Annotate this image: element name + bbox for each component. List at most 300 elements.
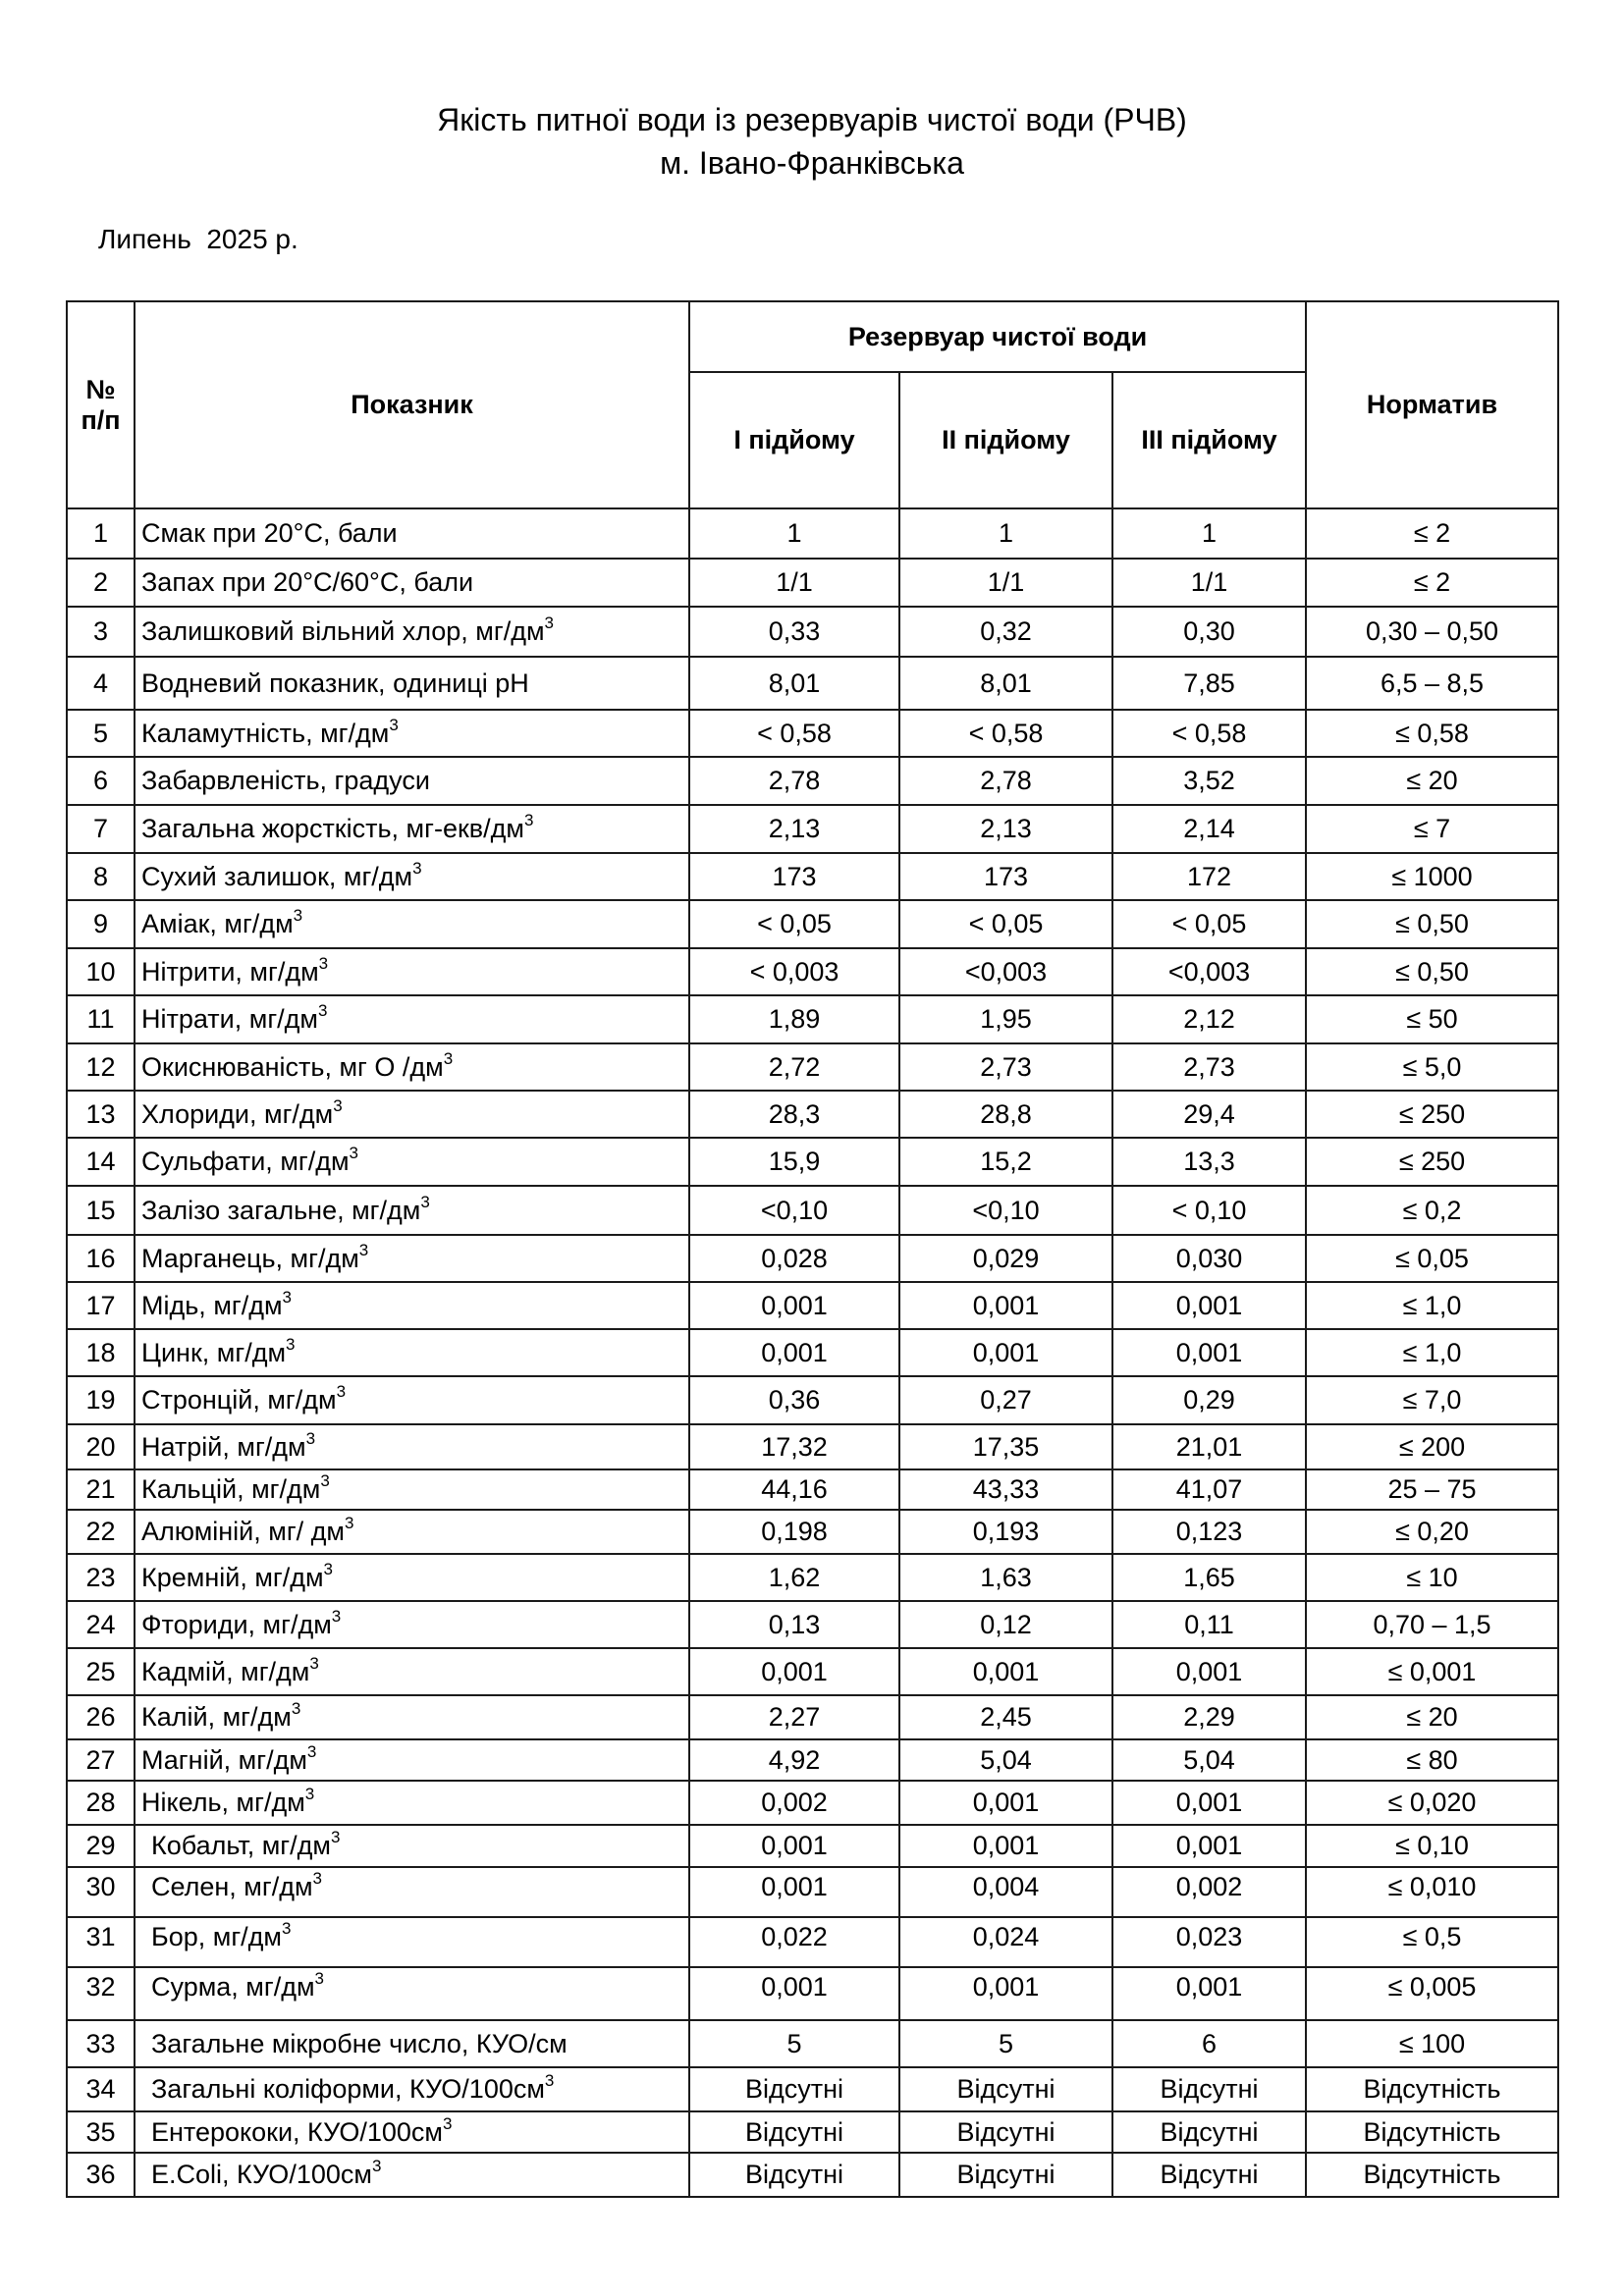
table-row [67,1235,1558,1282]
table-row [67,995,1558,1043]
row-number: 13 [67,1091,135,1138]
value-reservoir-2: 0,004 [899,1867,1112,1917]
row-number: 30 [67,1867,135,1917]
standard-value: ≤ 2 [1306,559,1558,607]
value-reservoir-3: Відсутні [1112,2111,1306,2153]
header-reservoir-group: Резервуар чистої води [689,301,1306,372]
standard-value: ≤ 0,10 [1306,1825,1558,1867]
value-reservoir-3: Відсутні [1112,2067,1306,2111]
indicator-label: Залишковий вільний хлор, мг/дм [141,616,545,646]
row-number: 28 [67,1781,135,1825]
indicator-name [135,805,689,853]
value-reservoir-3: 2,29 [1112,1695,1306,1739]
unit-superscript: 3 [309,1653,319,1673]
standard-value: ≤ 0,5 [1306,1917,1558,1967]
indicator-name [135,757,689,805]
water-quality-table [66,300,1559,2198]
table-row [67,607,1558,657]
value-reservoir-1: 4,92 [689,1739,899,1781]
unit-superscript: 3 [282,1287,293,1307]
indicator-label: Селен, мг/дм [151,1872,313,1901]
table-row [67,1554,1558,1601]
unit-superscript: 3 [523,811,534,829]
indicator-name [135,1510,689,1554]
value-reservoir-1: 1 [689,508,899,559]
indicator-name [135,1091,689,1138]
value-reservoir-1: 1/1 [689,559,899,607]
header-reservoir-3: ІІІ підйому [1112,372,1306,508]
indicator-label: Фториди, мг/дм [141,1609,332,1639]
indicator-name [135,1554,689,1601]
value-reservoir-1: 2,72 [689,1043,899,1091]
table-row [67,559,1558,607]
indicator-label: Кобальт, мг/дм [151,1831,331,1860]
indicator-name [135,1043,689,1091]
indicator-label: Аміак, мг/дм [141,909,294,938]
indicator-label: Нітрати, мг/дм [141,1004,318,1034]
indicator-label: E.Coli, КУО/100см [151,2160,372,2189]
indicator-label: Марганець, мг/дм [141,1243,359,1273]
unit-superscript: 3 [333,1095,343,1115]
table-row [67,1469,1558,1510]
row-number: 11 [67,995,135,1043]
value-reservoir-2: 0,193 [899,1510,1112,1554]
value-reservoir-3: 2,73 [1112,1043,1306,1091]
value-reservoir-1: Відсутні [689,2067,899,2111]
standard-value: ≤ 0,020 [1306,1781,1558,1825]
unit-superscript: 3 [443,1048,454,1068]
value-reservoir-3: 0,001 [1112,1329,1306,1376]
value-reservoir-2: <0,003 [899,948,1112,995]
indicator-name [135,1138,689,1186]
value-reservoir-3: 7,85 [1112,657,1306,710]
standard-value: ≤ 250 [1306,1091,1558,1138]
indicator-name [135,657,689,710]
unit-superscript: 3 [330,1828,341,1846]
indicator-label: Загальні коліформи, КУО/100см [151,2074,545,2104]
value-reservoir-2: 0,001 [899,1329,1112,1376]
value-reservoir-2: 0,001 [899,1781,1112,1825]
value-reservoir-1: 0,002 [689,1781,899,1825]
header-standard: Норматив [1306,301,1558,508]
value-reservoir-3: 1 [1112,508,1306,559]
indicator-label: Ентерококи, КУО/100см [151,2116,443,2147]
value-reservoir-1: 173 [689,853,899,900]
value-reservoir-1: 15,9 [689,1138,899,1186]
indicator-name [135,995,689,1043]
value-reservoir-2: 0,12 [899,1601,1112,1648]
value-reservoir-1: 0,36 [689,1376,899,1424]
indicator-name [135,2111,689,2153]
indicator-name [135,559,689,607]
table-row [67,1825,1558,1867]
value-reservoir-2: < 0,05 [899,900,1112,948]
table-row [67,1917,1558,1967]
row-number: 21 [67,1469,135,1510]
value-reservoir-2: 1,63 [899,1554,1112,1601]
indicator-name [135,1648,689,1695]
row-number: 26 [67,1695,135,1739]
header-reservoir-2: ІІ підйому [899,372,1112,508]
table-row [67,1510,1558,1554]
value-reservoir-1: 0,001 [689,1967,899,2020]
row-number: 2 [67,559,135,607]
standard-value: ≤ 1,0 [1306,1282,1558,1329]
value-reservoir-1: < 0,003 [689,948,899,995]
unit-superscript: 3 [349,1144,359,1162]
table-row [67,1695,1558,1739]
value-reservoir-2: 0,029 [899,1235,1112,1282]
table-row [67,710,1558,757]
indicator-label: Загальне мікробне число, КУО/см [151,2028,568,2058]
unit-superscript: 3 [420,1192,430,1211]
table-row [67,948,1558,995]
value-reservoir-3: < 0,58 [1112,710,1306,757]
value-reservoir-3: 13,3 [1112,1138,1306,1186]
standard-value: ≤ 50 [1306,995,1558,1043]
indicator-label: Забарвленість, градуси [141,766,430,795]
indicator-name [135,1695,689,1739]
value-reservoir-2: 43,33 [899,1469,1112,1510]
value-reservoir-3: 0,001 [1112,1282,1306,1329]
value-reservoir-3: 0,001 [1112,1648,1306,1695]
header-number-line2: п/п [81,404,121,435]
unit-superscript: 3 [291,1699,301,1718]
value-reservoir-1: 0,13 [689,1601,899,1648]
value-reservoir-1: 2,78 [689,757,899,805]
unit-superscript: 3 [293,906,303,925]
value-reservoir-3: 0,11 [1112,1601,1306,1648]
table-row [67,1601,1558,1648]
value-reservoir-3: 172 [1112,853,1306,900]
indicator-name [135,1329,689,1376]
unit-superscript: 3 [317,1001,328,1020]
standard-value: ≤ 80 [1306,1739,1558,1781]
indicator-label: Стронцій, мг/дм [141,1385,337,1415]
value-reservoir-2: 2,73 [899,1043,1112,1091]
table-row [67,2153,1558,2197]
standard-value: ≤ 0,010 [1306,1867,1558,1917]
row-number: 3 [67,607,135,657]
row-number: 9 [67,900,135,948]
value-reservoir-3: 41,07 [1112,1469,1306,1510]
indicator-name [135,948,689,995]
value-reservoir-1: 0,028 [689,1235,899,1282]
indicator-label: Каламутність, мг/дм [141,718,390,748]
row-number: 24 [67,1601,135,1648]
value-reservoir-2: 0,024 [899,1917,1112,1967]
row-number: 27 [67,1739,135,1781]
value-reservoir-1: 0,198 [689,1510,899,1554]
row-number: 22 [67,1510,135,1554]
indicator-label: Кадмій, мг/дм [141,1656,310,1686]
value-reservoir-2: 2,13 [899,805,1112,853]
standard-value: Відсутність [1306,2067,1558,2111]
table-row [67,757,1558,805]
value-reservoir-2: 0,001 [899,1967,1112,2020]
value-reservoir-1: 0,001 [689,1329,899,1376]
value-reservoir-1: < 0,58 [689,710,899,757]
row-number: 8 [67,853,135,900]
table-row [67,2067,1558,2111]
table-row [67,1282,1558,1329]
unit-superscript: 3 [306,1741,317,1761]
indicator-label: Мідь, мг/дм [141,1290,283,1320]
indicator-name [135,2020,689,2067]
row-number: 19 [67,1376,135,1424]
standard-value: ≤ 20 [1306,757,1558,805]
standard-value: Відсутність [1306,2153,1558,2197]
indicator-label: Кремній, мг/дм [141,1562,324,1592]
table-body [67,508,1558,2197]
indicator-name [135,900,689,948]
standard-value: 0,30 – 0,50 [1306,607,1558,657]
unit-superscript: 3 [323,1559,334,1578]
indicator-name [135,1917,689,1967]
value-reservoir-3: <0,003 [1112,948,1306,995]
indicator-name [135,1376,689,1424]
row-number: 12 [67,1043,135,1091]
value-reservoir-1: 5 [689,2020,899,2067]
standard-value: ≤ 20 [1306,1695,1558,1739]
value-reservoir-2: Відсутні [899,2153,1112,2197]
value-reservoir-3: Відсутні [1112,2153,1306,2197]
unit-superscript: 3 [345,1514,354,1532]
value-reservoir-1: 1,62 [689,1554,899,1601]
indicator-label: Сульфати, мг/дм [141,1147,350,1176]
table-row [67,1043,1558,1091]
standard-value: ≤ 1,0 [1306,1329,1558,1376]
indicator-name [135,1867,689,1917]
table-row [67,1648,1558,1695]
standard-value: ≤ 0,50 [1306,900,1558,948]
value-reservoir-1: 2,13 [689,805,899,853]
row-number: 14 [67,1138,135,1186]
value-reservoir-3: 21,01 [1112,1424,1306,1469]
indicator-label: Алюміній, мг/ дм [141,1517,345,1546]
value-reservoir-3: 0,001 [1112,1781,1306,1825]
indicator-name [135,1825,689,1867]
indicator-label: Водневий показник, одиниці pH [141,667,529,698]
unit-superscript: 3 [305,1428,316,1448]
row-number: 23 [67,1554,135,1601]
value-reservoir-1: 0,001 [689,1282,899,1329]
value-reservoir-3: 0,002 [1112,1867,1306,1917]
value-reservoir-2: 0,27 [899,1376,1112,1424]
value-reservoir-2: 28,8 [899,1091,1112,1138]
indicator-label: Цинк, мг/дм [141,1337,287,1367]
row-number: 7 [67,805,135,853]
value-reservoir-2: 1 [899,508,1112,559]
value-reservoir-2: 173 [899,853,1112,900]
standard-value: ≤ 7,0 [1306,1376,1558,1424]
table-row [67,1781,1558,1825]
row-number: 32 [67,1967,135,2020]
document-title: Якість питної води із резервуарів чистої води (РЧВ) [437,102,1187,137]
header-indicator: Показник [135,301,689,508]
unit-superscript: 3 [336,1382,347,1401]
table-row [67,1091,1558,1138]
value-reservoir-2: 0,001 [899,1282,1112,1329]
value-reservoir-2: 1,95 [899,995,1112,1043]
row-number: 1 [67,508,135,559]
value-reservoir-1: <0,10 [689,1186,899,1235]
value-reservoir-3: 3,52 [1112,757,1306,805]
standard-value: ≤ 7 [1306,805,1558,853]
table-row [67,1739,1558,1781]
indicator-name [135,1186,689,1235]
value-reservoir-2: 5,04 [899,1739,1112,1781]
indicator-name [135,1601,689,1648]
standard-value: ≤ 200 [1306,1424,1558,1469]
indicator-label: Запах при 20°С/60°С, бали [141,567,474,597]
unit-superscript: 3 [544,614,554,632]
table-row [67,2020,1558,2067]
header-number-line1: № [85,374,116,404]
indicator-label: Загальна жорсткість, мг-екв/дм [141,814,524,843]
standard-value: ≤ 0,50 [1306,948,1558,995]
indicator-name [135,1282,689,1329]
table-row [67,1186,1558,1235]
indicator-name [135,1967,689,2020]
value-reservoir-1: Відсутні [689,2111,899,2153]
value-reservoir-1: 0,33 [689,607,899,657]
indicator-name [135,1739,689,1781]
value-reservoir-2: 2,45 [899,1695,1112,1739]
table-row [67,1967,1558,2020]
row-number: 16 [67,1235,135,1282]
value-reservoir-1: 1,89 [689,995,899,1043]
indicator-label: Бор, мг/дм [151,1922,282,1951]
unit-superscript: 3 [318,953,329,973]
report-date: Липень 2025 р. [98,224,298,254]
row-number: 4 [67,657,135,710]
standard-value: ≤ 0,20 [1306,1510,1558,1554]
standard-value: ≤ 0,001 [1306,1648,1558,1695]
indicator-name [135,2153,689,2197]
indicator-label: Хлориди, мг/дм [141,1098,334,1129]
table-row [67,1867,1558,1917]
value-reservoir-1: 2,27 [689,1695,899,1739]
value-reservoir-3: 0,001 [1112,1967,1306,2020]
row-number: 5 [67,710,135,757]
unit-superscript: 3 [371,2157,382,2175]
standard-value: 6,5 – 8,5 [1306,657,1558,710]
value-reservoir-1: 0,001 [689,1648,899,1695]
value-reservoir-1: 8,01 [689,657,899,710]
indicator-label: Сурма, мг/дм [151,1972,315,2002]
value-reservoir-2: 8,01 [899,657,1112,710]
value-reservoir-2: 17,35 [899,1424,1112,1469]
unit-superscript: 3 [286,1334,296,1354]
row-number: 6 [67,757,135,805]
value-reservoir-1: Відсутні [689,2153,899,2197]
value-reservoir-3: 2,12 [1112,995,1306,1043]
unit-superscript: 3 [544,2071,555,2090]
value-reservoir-3: < 0,05 [1112,900,1306,948]
table-row [67,657,1558,710]
standard-value: ≤ 0,58 [1306,710,1558,757]
table-row [67,1329,1558,1376]
table-row [67,900,1558,948]
value-reservoir-3: 2,14 [1112,805,1306,853]
unit-superscript: 3 [358,1240,369,1259]
standard-value: ≤ 2 [1306,508,1558,559]
value-reservoir-1: 0,001 [689,1825,899,1867]
unit-superscript: 3 [304,1785,315,1803]
row-number: 31 [67,1917,135,1967]
standard-value: ≤ 250 [1306,1138,1558,1186]
value-reservoir-2: 2,78 [899,757,1112,805]
row-number: 10 [67,948,135,995]
indicator-label: Нітрити, мг/дм [141,956,319,987]
table-row [67,2111,1558,2153]
indicator-name [135,607,689,657]
value-reservoir-3: 0,030 [1112,1235,1306,1282]
value-reservoir-3: 5,04 [1112,1739,1306,1781]
value-reservoir-3: 0,29 [1112,1376,1306,1424]
indicator-label: Залізо загальне, мг/дм [141,1195,421,1225]
indicator-name [135,2067,689,2111]
indicator-label: Смак при 20°С, бали [141,518,398,548]
standard-value: ≤ 1000 [1306,853,1558,900]
unit-superscript: 3 [320,1471,330,1490]
indicator-name [135,710,689,757]
unit-superscript: 3 [389,715,399,734]
indicator-name [135,1424,689,1469]
indicator-label: Натрій, мг/дм [141,1431,306,1462]
value-reservoir-1: 0,022 [689,1917,899,1967]
value-reservoir-2: 1/1 [899,559,1112,607]
value-reservoir-1: < 0,05 [689,900,899,948]
table-row [67,805,1558,853]
value-reservoir-2: Відсутні [899,2067,1112,2111]
value-reservoir-3: 0,023 [1112,1917,1306,1967]
standard-value: ≤ 0,005 [1306,1967,1558,2020]
unit-superscript: 3 [312,1869,322,1888]
table-row [67,1424,1558,1469]
value-reservoir-3: 1,65 [1112,1554,1306,1601]
value-reservoir-3: 29,4 [1112,1091,1306,1138]
standard-value: Відсутність [1306,2111,1558,2153]
value-reservoir-3: 1/1 [1112,559,1306,607]
row-number: 33 [67,2020,135,2067]
standard-value: ≤ 0,2 [1306,1186,1558,1235]
unit-superscript: 3 [281,1919,292,1938]
standard-value: ≤ 100 [1306,2020,1558,2067]
indicator-label: Калій, мг/дм [141,1702,292,1732]
header-reservoir-1: І підйому [689,372,899,508]
value-reservoir-2: < 0,58 [899,710,1112,757]
unit-superscript: 3 [442,2113,453,2133]
value-reservoir-2: 5 [899,2020,1112,2067]
standard-value: ≤ 0,05 [1306,1235,1558,1282]
value-reservoir-3: 0,001 [1112,1825,1306,1867]
indicator-name [135,853,689,900]
value-reservoir-3: 6 [1112,2020,1306,2067]
row-number: 34 [67,2067,135,2111]
table-row [67,508,1558,559]
row-number: 25 [67,1648,135,1695]
indicator-label: Кальцій, мг/дм [141,1474,321,1504]
indicator-label: Нікель, мг/дм [141,1788,305,1817]
row-number: 17 [67,1282,135,1329]
value-reservoir-2: 15,2 [899,1138,1112,1186]
value-reservoir-1: 17,32 [689,1424,899,1469]
header-number [67,301,135,508]
indicator-label: Сухий залишок, мг/дм [141,861,413,891]
row-number: 29 [67,1825,135,1867]
